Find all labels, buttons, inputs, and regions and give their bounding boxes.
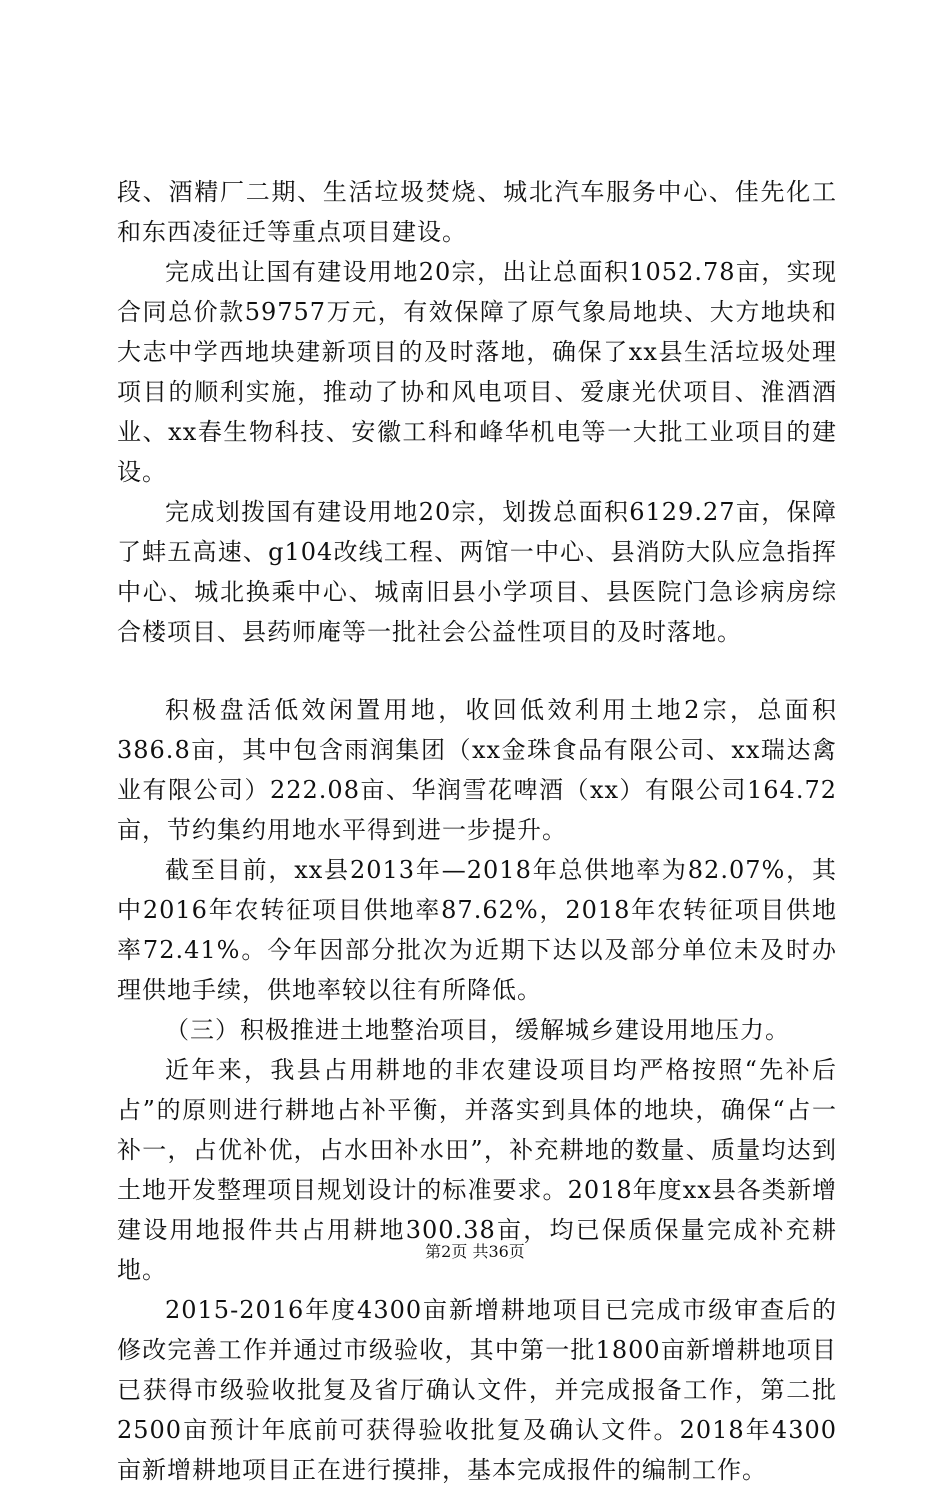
document-body: [117, 172, 837, 1490]
paragraph-continuation: 段、酒精厂二期、生活垃圾焚烧、城北汽车服务中心、佳先化工和东西凌征迁等重点项目建设。: [117, 178, 837, 246]
page-footer: 第2页 共36页: [425, 1242, 525, 1261]
paragraph-supply-rate: 截至目前，xx县2013年—2018年总供地率为82.07%，其中2016年农转征项目供地率87.62%，2018年农转征项目供地率72.41%。今年因部分批次为近期下达以及部分单位未及时办理供地手续，供地率较以往有所降低。: [117, 856, 837, 1004]
paragraph-transfer-land: 完成出让国有建设用地20宗，出让总面积1052.78亩，实现合同总价款59757万元，有效保障了原气象局地块、大方地块和大志中学西地块建新项目的及时落地，确保了xx县生活垃圾处理项目的顺利实施，推动了协和风电项目、爱康光伏项目、淮酒酒业、xx春生物科技、安徽工科和峰华机电等一大批工业项目的建设。: [117, 258, 837, 486]
paragraph-allocated-land: 完成划拨国有建设用地20宗，划拨总面积6129.27亩，保障了蚌五高速、g104改线工程、两馆一中心、县消防大队应急指挥中心、城北换乘中心、城南旧县小学项目、县医院门急诊病房综合楼项目、县药师庵等一批社会公益性项目的及时落地。: [117, 498, 837, 646]
paragraph-farmland-balance: 近年来，我县占用耕地的非农建设项目均严格按照“先补后占”的原则进行耕地占补平衡，并落实到具体的地块，确保“占一补一，占优补优，占水田补水田”，补充耕地的数量、质量均达到土地开发整理项目规划设计的标准要求。2018年度xx县各类新增建设用地报件共占用耕地300.38亩，均已保质保量完成补充耕地。: [117, 1056, 837, 1284]
section-heading: （三）积极推进土地整治项目，缓解城乡建设用地压力。: [165, 1016, 790, 1044]
paragraph-idle-land: 积极盘活低效闲置用地，收回低效利用土地2宗，总面积386.8亩，其中包含雨润集团（xx金珠食品有限公司、xx瑞达禽业有限公司）222.08亩、华润雪花啤酒（xx）有限公司164.72亩，节约集约用地水平得到进一步提升。: [117, 696, 837, 844]
paragraph-new-farmland: 2015-2016年度4300亩新增耕地项目已完成市级审查后的修改完善工作并通过市级验收，其中第一批1800亩新增耕地项目已获得市级验收批复及省厅确认文件，并完成报备工作，第二批2500亩预计年底前可获得验收批复及确认文件。2018年4300亩新增耕地项目正在进行摸排，基本完成报件的编制工作。: [117, 1296, 837, 1484]
